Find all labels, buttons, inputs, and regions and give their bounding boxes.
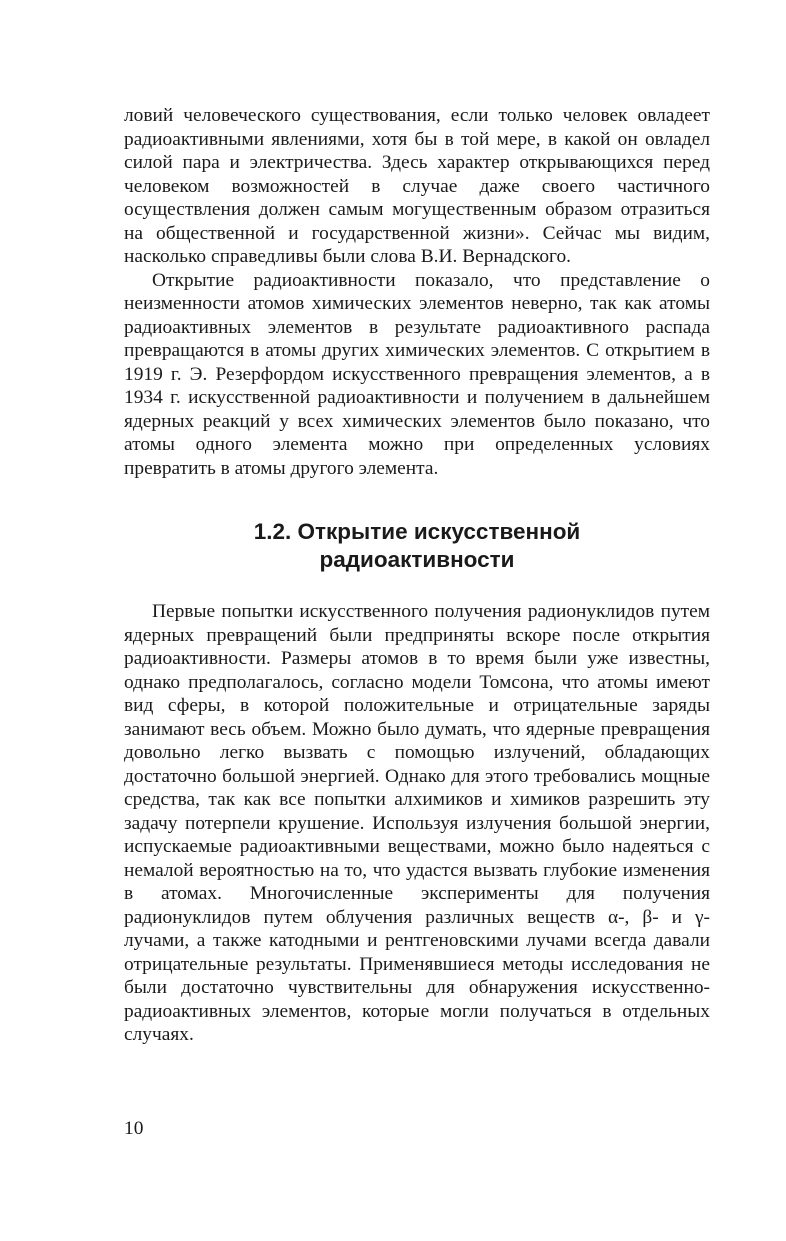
section-heading-line2: радиоактивности — [319, 547, 515, 572]
paragraph-continuation: ловий человеческого существования, если только человек овладеет радиоактивными явлениями, хотя бы в той мере, в какой он овладел силой пара и электричества. Здесь характер открывающихся перед человеком возможностей в случае даже своего частичного осуществления должен самым могущественным образом отразиться на общественной и государственной жизни». Сейчас мы видим, насколько справедливы были слова В.И. Вернадского. — [124, 105, 710, 267]
paragraph-radioactivity-discovery: Открытие радиоактивности показало, что представление о неизменности атомов химических элементов неверно, так как атомы радиоактивных элементов в результате радиоактивного распада превращаются в атомы других химических элементов. С открытием в 1919 г. Э. Резерфордом искусственного превращения элементов, а в 1934 г. искусственной радиоактивности и получением в дальнейшем ядерных реакций у всех химических элементов было показано, что атомы одного элемента можно при определенных условиях превратить в атомы другого элемента. — [124, 269, 710, 479]
section-heading — [124, 518, 710, 574]
page-number: 10 — [124, 1118, 144, 1139]
page-body — [124, 104, 710, 1047]
section-heading-line1: 1.2. Открытие искусственной — [253, 519, 581, 544]
paragraph-artificial-radionuclides: Первые попытки искусственного получения радионуклидов путем ядерных превращений были предприняты вскоре после открытия радиоактивности. Размеры атомов в то время были уже известны, однако предполагалось, согласно модели Томсона, что атомы имеют вид сферы, в которой положительные и отрицательные заряды занимают весь объем. Можно было думать, что ядерные превращения довольно легко вызвать с помощью излучений, обладающих достаточно большой энергией. Однако для этого требовались мощные средства, так как все попытки алхимиков и химиков разрешить эту задачу потерпели крушение. Используя излучения большой энергии, испускаемые радиоактивными веществами, можно было надеяться с немалой вероятностью на то, что удастся вызвать глубокие изменения в атомах. Многочисленные эксперименты для получения радионуклидов путем облучения различных веществ α-, β- и γ-лучами, а также катодными и рентгеновскими лучами всегда давали отрицательные результаты. Применявшиеся методы исследования не были достаточно чувствительны для обнаружения искусственно-радиоактивных элементов, которые могли получаться в отдельных случаях. — [124, 601, 710, 1045]
